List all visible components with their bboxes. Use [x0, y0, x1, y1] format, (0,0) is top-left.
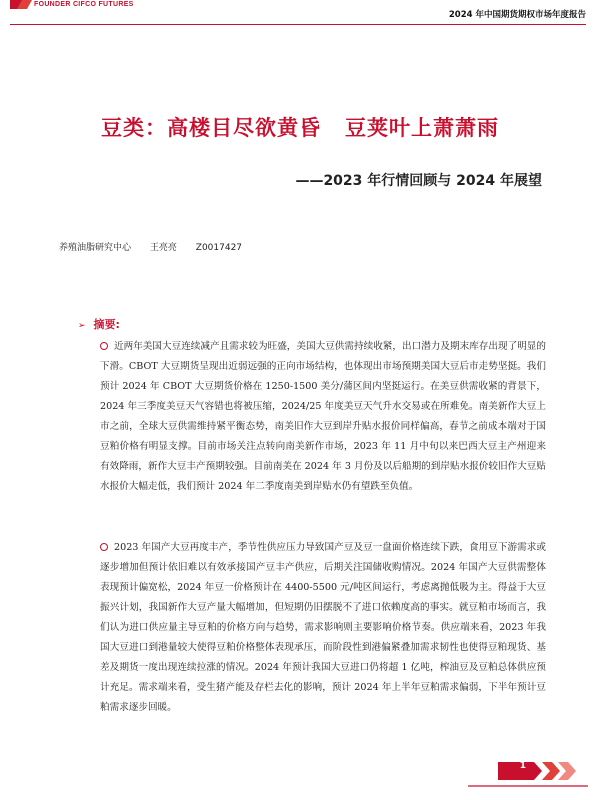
circle-bullet-icon [100, 543, 108, 551]
arrow-right-icon: ➢ [78, 321, 86, 331]
page-number: 1 [519, 761, 526, 771]
page-subtitle: ——2023 年行情回顾与 2024 年展望 [295, 173, 542, 189]
page-title [0, 112, 600, 142]
author-department: 养殖油脂研究中心 [59, 243, 132, 253]
author-id: Z0017427 [195, 243, 243, 253]
author-line [59, 240, 258, 253]
abstract-paragraph [100, 337, 546, 497]
page-footer-arrow-icon [468, 754, 588, 788]
author-name: 王亮亮 [149, 243, 177, 253]
company-name: FOUNDER CIFCO FUTURES [34, 1, 134, 8]
paragraph-text: 近两年美国大豆连续减产且需求较为旺盛，美国大豆供需持续收紧，出口潜力及期末库存出现了明显的下滑。CBOT 大豆期货呈现出近弱远强的正向市场结构，也体现出市场预期美国大豆后市走势坚挺。我们预计 2024 年 CBOT 大豆期货价格在 1250-1500 美分/蒲区间内坚挺运行。在美豆供需收紧的背景下，2024 年三季度美豆天气容错也将被压缩，2024/25 年度美豆天气升水交易或在所难免。南美新作大豆上市之前，全球大豆供需维持紧平衡态势，南美旧作大豆到岸升贴水报价同样偏高，春节之前成本端对于国豆粕价格有明显支撑。目前市场关注点转向南美新作市场，2023 年 11 月中旬以来巴西大豆主产州迎来有效降雨，新作大豆丰产预期较强。目前南美在 2024 年 3 月份及以后船期的到岸贴水报价较旧作大豆贴水报价大幅走低，我们预计 2024 年二季度南美到岸贴水仍有望跌至负值。 [100, 341, 546, 492]
paragraph-text: 2023 年国产大豆再度丰产，季节性供应压力导致国产豆及豆一盘面价格连续下跌，食用豆下游需求或逐步增加但预计依旧难以有效承接国产豆丰产供应，后期关注国储收购情况。2024 年国产大豆供需整体表现预计偏宽松，2024 年豆一价格预计在 4400-5500 元/吨区间运行，考虑离抛低吸为主。得益于大豆振兴计划，我国新作大豆产量大幅增加，但短期仍旧摆脱不了进口依赖度高的事实。就豆粕市场而言，我们认为进口供应量主导豆粕的价格方向与趋势，需求影响则主要影响价格节奏。供应端来看，2023 年我国大豆进口到港量较大使得豆粕价格整体表现承压，而阶段性到港偏紧叠加需求韧性也使得豆粕现货、基差及期货一度出现连续拉涨的情况。2024 年预计我国大豆进口仍将超 1 亿吨，榨油豆及豆粕总体供应预计充足。需求端来看，受生猪产能及存栏去化的影响，预计 2024 年上半年豆粕需求偏弱，下半年预计豆粕需求逐步回暖。 [100, 542, 546, 713]
header-divider [10, 24, 586, 25]
title-part-2: 豆荚叶上萧萧雨 [345, 116, 499, 140]
abstract-paragraph [100, 538, 546, 718]
title-part-1: 豆类：高楼目尽欲黄昏 [101, 116, 321, 140]
page-header [0, 0, 600, 26]
abstract-heading-label: 摘要: [93, 318, 120, 331]
report-title: 2024 年中国期货期权市场年度报告 [448, 10, 586, 20]
abstract-heading [78, 316, 120, 332]
company-logo-icon [10, 0, 32, 10]
circle-bullet-icon [100, 342, 108, 350]
